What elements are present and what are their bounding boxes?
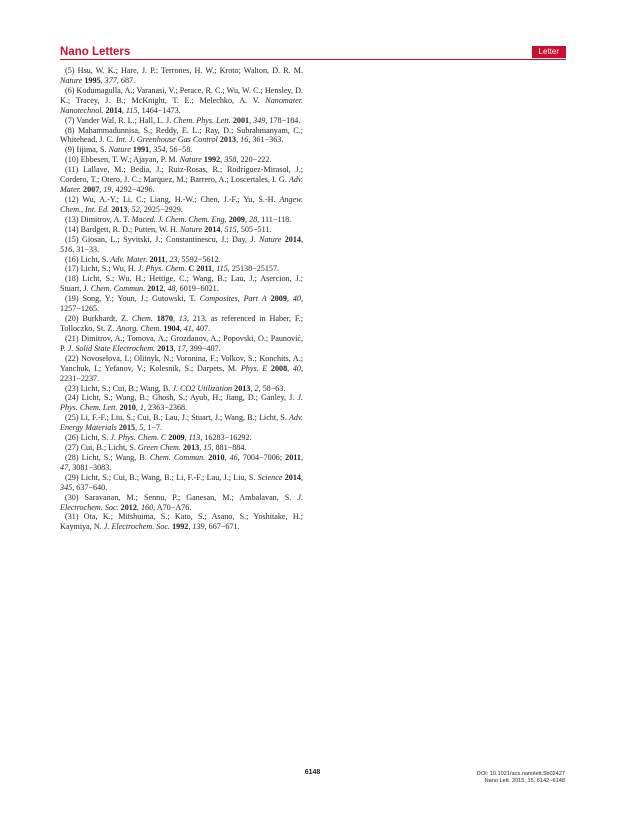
reference-text-segment: ,: [250, 383, 255, 393]
reference-text-segment: 377: [104, 75, 117, 85]
reference-text-segment: ,: [199, 443, 204, 453]
reference-item: [60, 225, 303, 235]
reference-text-segment: , 6019−6021.: [175, 284, 219, 294]
reference-text-segment: (27) Cui, B.; Licht, S.: [65, 443, 138, 453]
reference-text-segment: Nature: [259, 234, 282, 244]
reference-text-segment: ,: [300, 234, 304, 244]
reference-item: [60, 433, 303, 443]
reference-text-segment: 47: [60, 462, 69, 472]
reference-item: [60, 393, 303, 413]
reference-item: [60, 165, 303, 195]
reference-text-segment: , 220−222.: [236, 155, 272, 165]
reference-text-segment: Adv. Energy Materials: [60, 413, 303, 433]
reference-item: [60, 413, 303, 433]
reference-text-segment: ,: [99, 185, 104, 195]
reference-text-segment: 2011: [285, 452, 301, 462]
reference-text-segment: 349: [253, 115, 266, 125]
reference-text-segment: 139: [192, 522, 205, 532]
page-header: [60, 44, 566, 60]
reference-text-segment: (5) Hsu, W. K.; Hare, J. P.; Terrones, H. W.; Kroto; Walton, D. R. M.: [65, 66, 303, 75]
reference-item: [60, 66, 303, 86]
reference-text-segment: (31) Ota, K.; Mitshuima, S.; Kato, S.; Asano, S.; Yoshitake, H.; Kaymiya, N.: [60, 512, 303, 532]
reference-text-segment: 1904: [163, 323, 180, 333]
reference-text-segment: ,: [249, 115, 254, 125]
reference-text-segment: , 56−58.: [165, 145, 193, 155]
reference-text-segment: 41: [183, 323, 192, 333]
reference-text-segment: ,: [184, 433, 189, 443]
reference-text-segment: 1: [139, 403, 144, 413]
reference-text-segment: (17) Licht, S.; Wu, H.: [65, 264, 138, 274]
reference-text-segment: J. Solid State Electrochem.: [67, 343, 156, 353]
reference-text-segment: (28) Licht, S.; Wang, B.: [65, 452, 150, 462]
reference-text-segment: ,: [236, 135, 241, 145]
reference-item: [60, 314, 303, 334]
reference-text-segment: 1995: [84, 75, 101, 85]
reference-text-segment: 515: [224, 224, 237, 234]
reference-text-segment: ,: [300, 452, 304, 462]
reference-item: [60, 116, 303, 126]
reference-text-segment: , 407.: [191, 323, 211, 333]
reference-text-segment: ,: [220, 155, 225, 165]
reference-item: [60, 512, 303, 532]
reference-text-segment: , 667−671.: [204, 522, 240, 532]
reference-text-segment: Chem. Commun.: [90, 284, 146, 294]
reference-text-segment: 113: [188, 433, 201, 443]
reference-item: [60, 294, 303, 314]
reference-text-segment: ,: [300, 472, 303, 482]
reference-text-segment: , A70−A76.: [153, 502, 192, 512]
reference-text-segment: ,: [136, 502, 141, 512]
reference-text-segment: , 58−63.: [258, 383, 286, 393]
reference-text-segment: 40: [292, 294, 301, 304]
reference-text-segment: 40: [292, 363, 301, 373]
reference-text-segment: Chem. Phys. Lett.: [173, 115, 231, 125]
reference-text-segment: Chem. Commun.: [149, 452, 206, 462]
reference-text-segment: 13: [178, 314, 187, 324]
reference-text-segment: 2013: [219, 135, 237, 145]
reference-text-segment: 46: [229, 452, 238, 462]
reference-text-segment: , 505−511.: [236, 224, 272, 234]
reference-text-segment: 1870: [156, 314, 173, 324]
reference-text-segment: 2013: [111, 204, 128, 214]
reference-text-segment: 2014: [284, 472, 301, 482]
doi-text: DOI: 10.1021/acs.nanolett.5b02427: [476, 771, 565, 777]
reference-item: [60, 473, 303, 493]
reference-item: [60, 255, 303, 265]
reference-text-segment: , 178−184.: [265, 115, 301, 125]
reference-text-segment: (13) Dimitrov, A. T.: [65, 214, 132, 224]
reference-item: [60, 215, 303, 225]
reference-text-segment: , 1−7.: [143, 423, 163, 433]
reference-text-segment: (15) Giosan, L.; Syvitski, J.; Constantinescu, J.; Day, J.: [65, 234, 260, 244]
reference-text-segment: , 2231−2237.: [60, 363, 304, 383]
reference-text-segment: 2009: [228, 214, 245, 224]
reference-item: [60, 264, 303, 274]
reference-text-segment: ,: [188, 522, 193, 532]
reference-text-segment: 2009: [270, 294, 287, 304]
reference-text-segment: , 637−640.: [72, 482, 108, 492]
reference-text-segment: 1992: [172, 522, 189, 532]
reference-text-segment: ,: [135, 423, 140, 433]
reference-text-segment: Maced. J. Chem. Chem. Eng.: [131, 214, 227, 224]
article-type-badge: Letter: [532, 46, 566, 58]
reference-text-segment: 2013: [234, 383, 251, 393]
reference-text-segment: Chem.: [131, 314, 153, 324]
reference-item: [60, 354, 303, 384]
reference-text-segment: ,: [172, 314, 179, 324]
reference-text-segment: , 111−118.: [257, 214, 292, 224]
reference-text-segment: (19) Song, Y.; Youn, J.; Gutowski, T.: [65, 294, 200, 304]
reference-text-segment: Green Chem.: [137, 443, 181, 453]
reference-text-segment: ,: [224, 452, 230, 462]
reference-text-segment: 345: [60, 482, 73, 492]
reference-text-segment: (10) Ebbesen, T. W.; Ajayan, P. M.: [65, 155, 180, 165]
reference-text-segment: Adv. Mater.: [110, 254, 148, 264]
reference-text-segment: Int. J. Greenhouse Gas Control: [115, 135, 218, 145]
reference-text-segment: ,: [165, 254, 170, 264]
reference-text-segment: 2009: [168, 433, 185, 443]
reference-text-segment: ,: [163, 284, 168, 294]
reference-text-segment: , 2925−2929.: [139, 204, 183, 214]
reference-text-segment: ,: [173, 343, 178, 353]
reference-text-segment: Science: [257, 472, 283, 482]
reference-text-segment: 23: [169, 254, 178, 264]
reference-text-segment: (14) Bardgett, R. D.; Putten, W. H.: [65, 224, 180, 234]
footer-citation-block: [477, 771, 565, 785]
reference-item: [60, 274, 303, 294]
reference-text-segment: Anorg. Chem.: [116, 323, 162, 333]
reference-text-segment: Nature: [179, 155, 202, 165]
reference-text-segment: 2011: [149, 254, 166, 264]
reference-text-segment: 15: [203, 443, 212, 453]
reference-text-segment: J. Phys. Chem. Lett.: [60, 393, 303, 413]
reference-text-segment: 1991: [132, 145, 150, 155]
reference-text-segment: Composites, Part A: [199, 294, 267, 304]
journal-title: Nano Letters: [60, 46, 131, 58]
reference-text-segment: 2014: [105, 105, 122, 115]
reference-text-segment: , 1257−1265.: [60, 294, 303, 314]
reference-list: [60, 66, 303, 532]
reference-item: [60, 145, 303, 155]
reference-text-segment: ,: [212, 264, 217, 274]
reference-text-segment: (16) Licht, S.: [65, 254, 111, 264]
reference-text-segment: , 2363−2368.: [143, 403, 188, 413]
reference-text-segment: , 213. as referenced in Haber, F.; Tolloczko, St. Z.: [60, 314, 303, 333]
reference-text-segment: 19: [103, 185, 112, 195]
header-rule: [60, 59, 566, 60]
reference-text-segment: 2013: [182, 443, 200, 453]
reference-text-segment: (18) Licht, S.; Wu, H.; Hettige, C.; Wang, B.; Lau, J.; Asercion, J.; Stuart, J.: [60, 274, 303, 294]
reference-item: [60, 334, 303, 354]
reference-text-segment: (26) Licht, S.: [65, 433, 111, 443]
reference-text-segment: 2008: [270, 363, 288, 373]
reference-text-segment: , 25138−25157.: [227, 264, 280, 274]
reference-text-segment: 2010: [208, 452, 225, 462]
reference-text-segment: , 7004−7006;: [237, 452, 286, 462]
reference-text-segment: ,: [127, 204, 132, 214]
reference-text-segment: 2: [254, 383, 259, 393]
reference-text-segment: 516: [60, 244, 73, 254]
reference-item: [60, 384, 303, 394]
reference-text-segment: (25) Li, F.-F.; Liu, S.; Cui, B.; Lau, J.; Stuart, J.; Wang, B.; Licht, S.: [65, 413, 289, 423]
reference-text-segment: (30) Saravanan, M.; Sennu, P.; Ganesan, M.; Ambalavan, S.: [65, 492, 298, 502]
reference-text-segment: J. Phys. Chem.: [137, 264, 187, 274]
reference-item: [60, 126, 303, 146]
reference-text-segment: J. Electrochem. Soc.: [60, 492, 303, 512]
reference-text-segment: Nature: [179, 224, 203, 234]
reference-text-segment: 16: [240, 135, 249, 145]
reference-text-segment: Nature: [108, 145, 131, 155]
reference-text-segment: , 399−407.: [185, 343, 221, 353]
reference-text-segment: (21) Dimitrov, A.; Tomova, A.; Grozdanov, A.; Popovski, O.; Paunović, P.: [60, 333, 303, 353]
reference-item: [60, 195, 303, 215]
reference-text-segment: ,: [220, 224, 225, 234]
reference-text-segment: , 31−33.: [72, 244, 100, 254]
reference-item: [60, 443, 303, 453]
reference-text-segment: (8) Mahammadunnisa, S.; Reddy, E. L.; Ray, D.; Subrahmanyam, C.; Whitehead, J. C.: [60, 125, 303, 145]
reference-text-segment: ,: [100, 75, 105, 85]
reference-text-segment: ,: [286, 294, 293, 304]
reference-text-segment: , 881−884.: [211, 443, 247, 453]
page-number: 6148: [304, 769, 321, 776]
reference-text-segment: 2001: [232, 115, 250, 125]
reference-text-segment: (24) Licht, S.; Wang, B.; Ghosh, S.; Ayub, H.; Jiang, D.; Ganley, J.: [65, 393, 298, 403]
reference-text-segment: (11) Lallave, M.; Bedia, J.; Ruiz-Rosas, R.; Rodríguez-Mirasol, J.; Cordero, T.; Otero, J. C.; Marquez, M.; Barrero, A.; Loscertales, I. G.: [60, 165, 303, 185]
reference-text-segment: 115: [216, 264, 228, 274]
reference-text-segment: J. CO2 Utilization: [172, 383, 233, 393]
reference-item: [60, 453, 303, 473]
reference-text-segment: 1992: [203, 155, 221, 165]
reference-text-segment: , 1464−1473.: [137, 105, 181, 115]
reference-text-segment: 2012: [120, 502, 137, 512]
reference-text-segment: , 3081−3083.: [68, 462, 112, 472]
reference-item: [60, 493, 303, 513]
reference-text-segment: 160: [140, 502, 154, 512]
reference-text-segment: ,: [179, 323, 184, 333]
reference-text-segment: Angew. Chem., Int. Ed.: [60, 194, 303, 214]
reference-text-segment: 354: [153, 145, 166, 155]
reference-text-segment: (20) Burkhardt, Z.: [65, 314, 132, 324]
reference-text-segment: C 2011: [188, 264, 213, 274]
reference-text-segment: 2012: [147, 284, 164, 294]
reference-text-segment: (6) Kodumagulla, A.; Varanasi, V.; Perace, R. C.; Wu, W. C.; Hensley, D. K.; Tracey, J. B.; McKnight, T. E.; Melechko, A. V.: [60, 85, 303, 105]
reference-item: [60, 86, 303, 116]
reference-text-segment: 17: [177, 343, 186, 353]
reference-text-segment: 2015: [118, 423, 136, 433]
reference-text-segment: (7) Vander Wal, R. L.; Hall, L. J.: [65, 115, 174, 125]
reference-text-segment: (29) Licht, S.; Cui, B.; Wang, B.; Li, F.-F.; Lau, J.; Liu, S.: [65, 472, 258, 482]
reference-text-segment: ,: [135, 403, 140, 413]
reference-text-segment: , 687.: [116, 75, 136, 85]
reference-text-segment: 2010: [119, 403, 136, 413]
reference-text-segment: 5: [139, 423, 144, 433]
reference-text-segment: 48: [167, 284, 176, 294]
reference-text-segment: 2013: [157, 343, 174, 353]
reference-text-segment: (9) Iijima, S.: [65, 145, 109, 155]
reference-item: [60, 155, 303, 165]
reference-text-segment: , 361−363.: [248, 135, 284, 145]
reference-text-segment: 115: [125, 105, 138, 115]
reference-text-segment: (23) Licht, S.; Cui, B.; Wang, B.: [65, 383, 173, 393]
reference-text-segment: 358: [224, 155, 237, 165]
reference-text-segment: ,: [149, 145, 154, 155]
reference-text-segment: J. Electrochem. Soc.: [103, 522, 171, 532]
reference-text-segment: Nature: [60, 75, 83, 85]
reference-text-segment: Adv. Mater.: [60, 175, 303, 195]
reference-text-segment: , 16283−16292.: [200, 433, 252, 443]
reference-text-segment: 2014: [284, 234, 301, 244]
reference-text-segment: , 4292−4296.: [111, 185, 155, 195]
reference-text-segment: Phys. E: [240, 363, 268, 373]
reference-text-segment: 2007: [83, 185, 100, 195]
reference-text-segment: ,: [121, 105, 126, 115]
reference-text-segment: 2014: [204, 224, 221, 234]
reference-text-segment: Nanomater. Nanotechnol.: [60, 95, 303, 115]
reference-text-segment: ,: [287, 363, 293, 373]
reference-text-segment: 28: [249, 214, 258, 224]
citation-text: Nano Lett. 2015, 15, 6142−6148: [484, 778, 565, 784]
reference-text-segment: J. Phys. Chem. C: [110, 433, 167, 443]
reference-text-segment: ,: [244, 214, 249, 224]
reference-item: [60, 235, 303, 255]
reference-text-segment: 52: [131, 204, 140, 214]
reference-text-segment: , 5592−5612.: [177, 254, 221, 264]
reference-text-segment: (12) Wu, A.-Y.; Li, C.; Liang, H.-W.; Chen, J.-F.; Yu, S.-H.: [65, 194, 280, 204]
reference-text-segment: (22) Novoselova, I.; Oliinyk, N.; Voronina, F.; Volkov, S.; Konchits, A.; Yanchuk, I.; Yefanov, V.; Kolesnik, S.; Darpets, M.: [60, 353, 303, 373]
